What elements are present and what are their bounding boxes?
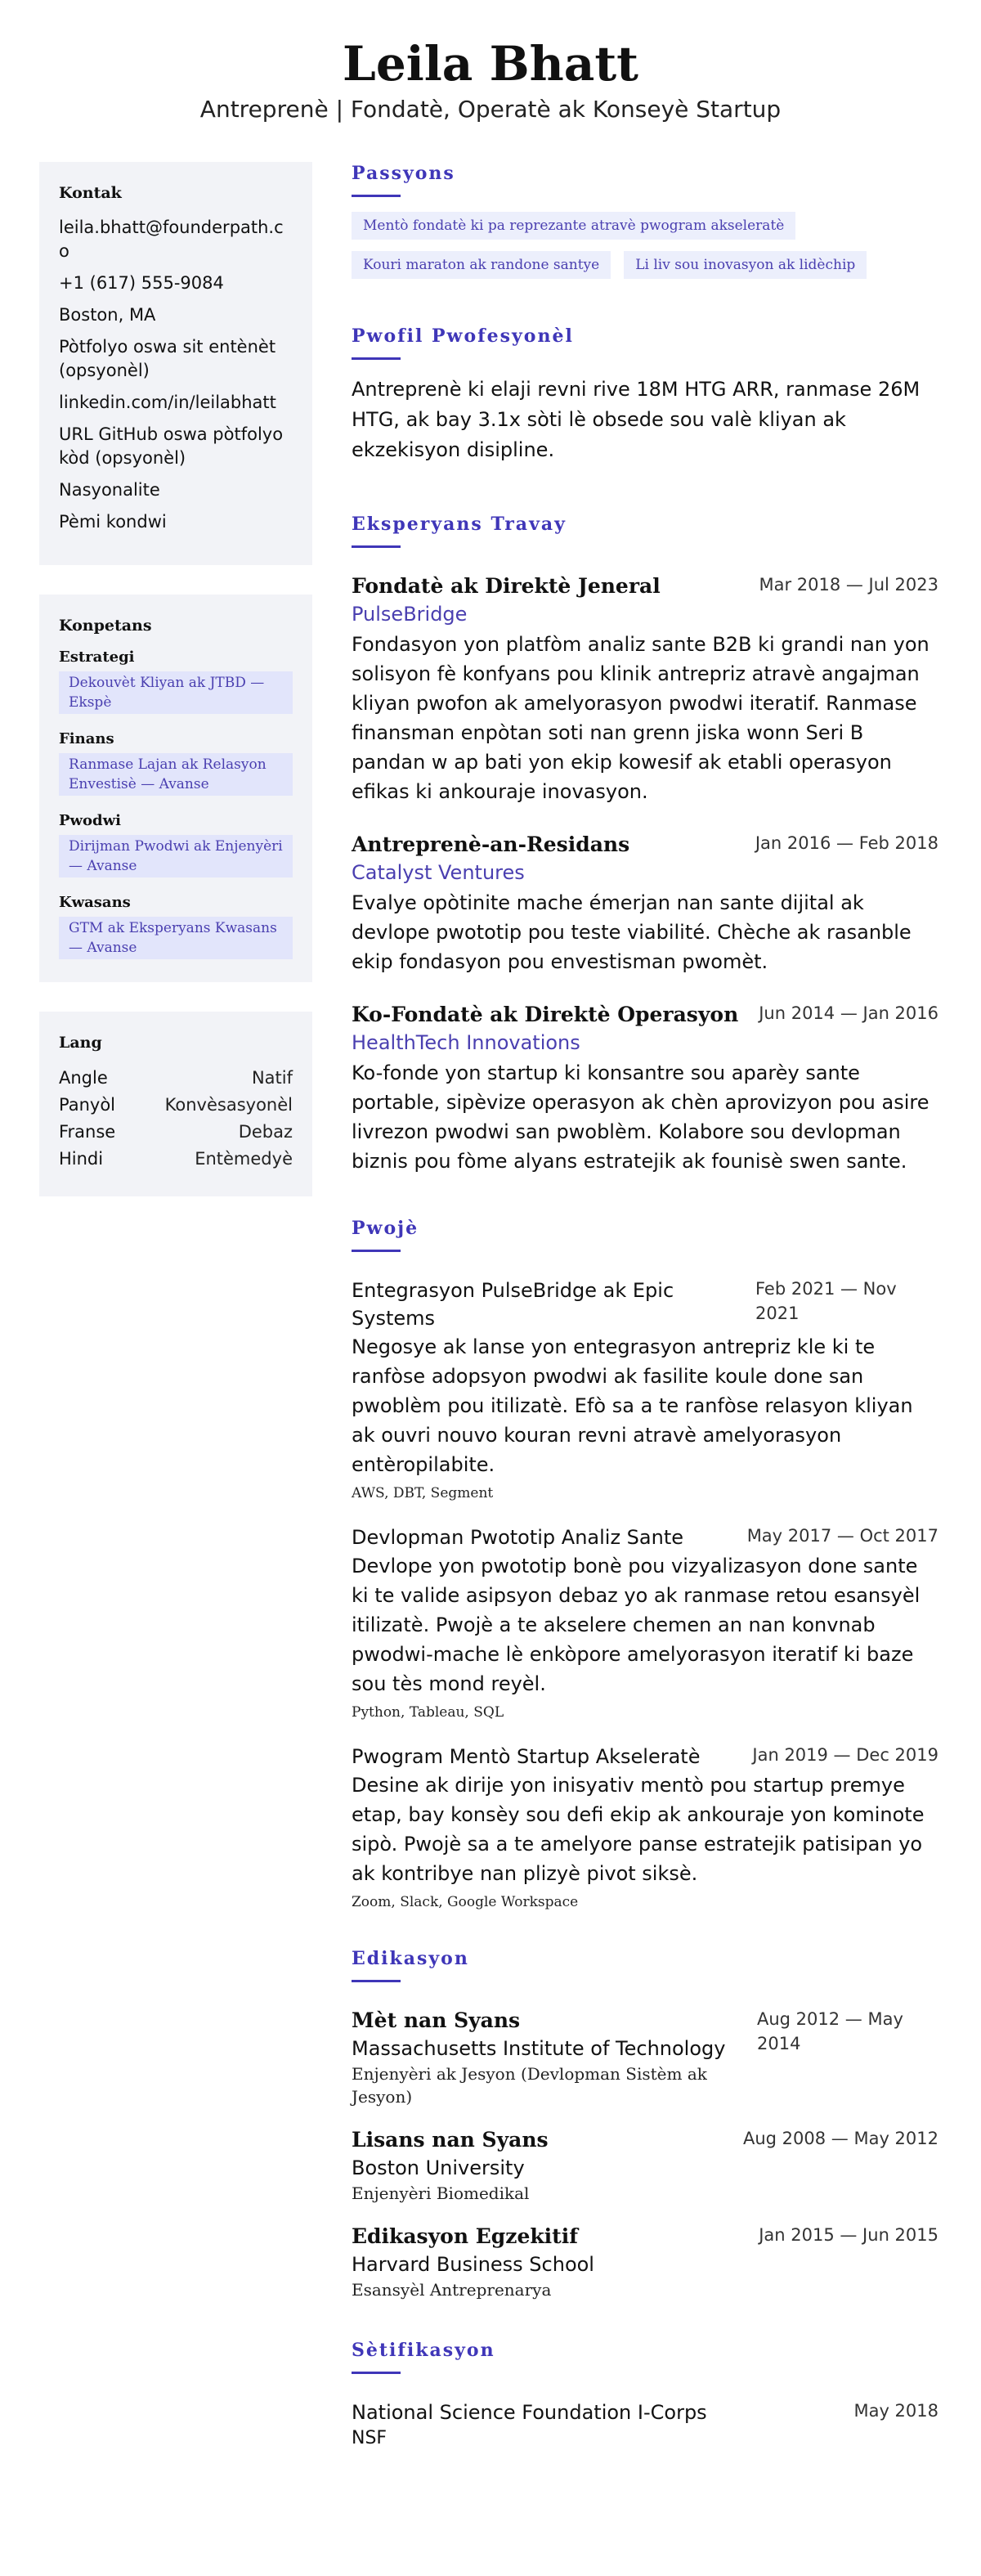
- section-rule: [352, 545, 401, 548]
- entry-header: [352, 572, 938, 600]
- project-header: [352, 1524, 938, 1551]
- project-entry: [352, 1277, 938, 1504]
- section-rule: [352, 1980, 401, 1982]
- language-row: [59, 1066, 293, 1090]
- skill-pill: GTM ak Eksperyans Kwasans — Avanse: [59, 917, 293, 959]
- skill-group: [59, 648, 293, 714]
- experience-entry: [352, 572, 938, 806]
- section-rule: [352, 195, 401, 197]
- skill-category: Finans: [59, 730, 114, 747]
- field-of-study: Esansyèl Antreprenarya: [352, 2280, 552, 2300]
- project-header: [352, 1743, 938, 1770]
- skill-group: [59, 812, 293, 877]
- contact-phone[interactable]: +1 (617) 555-9084: [59, 273, 224, 293]
- profile-section: [352, 325, 938, 465]
- school-name: Massachusetts Institute of Technology: [352, 2037, 726, 2060]
- skill-group: [59, 730, 293, 796]
- job-description: Ko-fonde yon startup ki konsantre sou aparèy sante portable, sipèvize operasyon ak chèn aprovizyon pou asire livrezon pwodwi san pwoblèm. Kolabore sou devlopman biznis pou fòme alyans estratejik ak founisè swen sante.: [352, 1061, 929, 1173]
- education-dates: Aug 2008 — May 2012: [742, 2129, 938, 2148]
- project-dates: Jan 2019 — Dec 2019: [752, 1745, 938, 1765]
- skill-category: Kwasans: [59, 894, 131, 911]
- profile-summary: Antreprenè ki elaji revni rive 18M HTG ARR, ranmase 26M HTG, ak bay 3.1x sòti lè obsede sou valè kliyan ak ekzekisyon disipline.: [352, 378, 921, 461]
- education-title: Edikasyon: [352, 1948, 469, 1969]
- skill-pill: Ranmase Lajan ak Relasyon Envestisè — Avanse: [59, 753, 293, 796]
- skill-group: [59, 894, 293, 959]
- language-name: Franse: [59, 1122, 116, 1142]
- degree-name: Mèt nan Syans: [352, 2008, 521, 2032]
- experience-entry: [352, 1001, 938, 1176]
- education-dates: Jan 2015 — Jun 2015: [759, 2225, 938, 2245]
- passions-title: Passyons: [352, 163, 455, 184]
- project-tech: Zoom, Slack, Google Workspace: [352, 1894, 579, 1910]
- contact-portfolio: Pòtfolyo oswa sit entènèt (opsyonèl): [59, 337, 276, 380]
- section-rule: [352, 1250, 401, 1252]
- passion-tag: Kouri maraton ak randone santye: [352, 251, 611, 279]
- entry-header: [352, 831, 938, 859]
- project-dates: May 2017 — Oct 2017: [746, 1526, 938, 1546]
- language-level: Entèmedyè: [195, 1149, 293, 1169]
- language-level: Debaz: [238, 1122, 293, 1142]
- project-description: Desine ak dirije yon inisyativ mentò pou startup premye etap, bay konsèy sou defi ekip ak ankouraje yon kominote sipò. Pwojè sa a te amelyore panse estratejik patisipan yo ak kontribye nan plizyè pivot siksè.: [352, 1774, 925, 1885]
- project-description: Devlope yon pwototip bonè pou vizyalizasyon done sante ki te valide asipsyon debaz yo ak ranmase retou esansyèl itilizatè. Pwojè a te akselere chemen an nan konvnab pwodwi-mache lè enkòpore amelyorasyon iteratif ki baze sou tès mond reyèl.: [352, 1555, 921, 1695]
- school-name: Harvard Business School: [352, 2253, 594, 2276]
- skill-category: Estrategi: [59, 648, 135, 666]
- education-entry: [352, 2007, 938, 2108]
- entry-header: [352, 2007, 938, 2108]
- degree-name: Lisans nan Syans: [352, 2128, 549, 2152]
- company-name: PulseBridge: [352, 603, 468, 626]
- job-title: Antreprenè-an-Residans: [352, 832, 630, 856]
- job-title: Fondatè ak Direktè Jeneral: [352, 574, 661, 598]
- education-entry: [352, 2223, 938, 2301]
- section-rule: [352, 2372, 401, 2374]
- certification-date: May 2018: [853, 2401, 938, 2421]
- project-entry: [352, 1743, 938, 1913]
- language-level: Konvèsasyonèl: [164, 1095, 293, 1115]
- skill-category: Pwodwi: [59, 812, 121, 829]
- project-name: Devlopman Pwototip Analiz Sante: [352, 1526, 684, 1549]
- languages-title: Lang: [59, 1034, 102, 1052]
- passion-tag: Mentò fondatè ki pa reprezante atravè pwogram akseleratè: [352, 212, 795, 240]
- field-of-study: Enjenyèri ak Jesyon (Devlopman Sistèm ak Jesyon): [352, 2064, 707, 2107]
- skills-card: [39, 595, 312, 982]
- job-description: Evalye opòtinite mache émerjan nan sante dijital ak devlope pwototip pou teste viabilité. Chèche ak rasanble ekip fondasyon pou envestisman pwomèt.: [352, 891, 912, 973]
- project-header: [352, 1277, 938, 1332]
- project-entry: [352, 1524, 938, 1723]
- language-row: [59, 1093, 293, 1117]
- contact-nationality: Nasyonalite: [59, 480, 160, 500]
- profile-title: Pwofil Pwofesyonèl: [352, 325, 574, 347]
- contact-github: URL GitHub oswa pòtfolyo kòd (opsyonèl): [59, 424, 284, 468]
- contact-title: Kontak: [59, 184, 122, 202]
- language-name: Angle: [59, 1068, 108, 1088]
- certifications-title: Sètifikasyon: [352, 2340, 495, 2361]
- language-row: [59, 1147, 293, 1171]
- school-name: Boston University: [352, 2156, 525, 2179]
- language-name: Hindi: [59, 1149, 104, 1169]
- language-name: Panyòl: [59, 1095, 116, 1115]
- main-content: [352, 162, 938, 2475]
- section-rule: [352, 357, 401, 360]
- company-name: HealthTech Innovations: [352, 1031, 580, 1054]
- experience-entry: [352, 831, 938, 976]
- project-tech: AWS, DBT, Segment: [352, 1485, 494, 1501]
- certifications-section: [352, 2339, 938, 2451]
- certification-issuer: NSF: [352, 2428, 387, 2448]
- sidebar: [39, 162, 312, 1226]
- language-level: Natif: [251, 1068, 293, 1088]
- contact-email[interactable]: leila.bhatt@founderpath.co: [59, 218, 284, 261]
- education-dates: Aug 2012 — May 2014: [757, 2009, 903, 2053]
- education-info: [352, 2007, 744, 2108]
- certification-entry: [352, 2399, 938, 2451]
- field-of-study: Enjenyèri Biomedikal: [352, 2183, 530, 2203]
- education-section: [352, 1947, 938, 2301]
- contact-license: Pèmi kondwi: [59, 512, 167, 532]
- passion-tags: [352, 212, 938, 279]
- entry-header: [352, 1001, 938, 1029]
- degree-name: Edikasyon Egzekitif: [352, 2224, 578, 2248]
- experience-section: [352, 513, 938, 1176]
- passions-section: [352, 162, 938, 279]
- contact-linkedin[interactable]: linkedin.com/in/leilabhatt: [59, 393, 276, 412]
- certification-header: [352, 2399, 938, 2426]
- projects-title: Pwojè: [352, 1218, 419, 1239]
- resume-header: [0, 34, 981, 124]
- skills-title: Konpetans: [59, 617, 152, 635]
- project-name: Pwogram Mentò Startup Akseleratè: [352, 1745, 701, 1768]
- skill-pill: Dekouvèt Kliyan ak JTBD — Ekspè: [59, 671, 293, 714]
- certification-name: National Science Foundation I-Corps: [352, 2401, 707, 2424]
- education-info: [352, 2223, 594, 2301]
- job-dates: Jan 2016 — Feb 2018: [755, 833, 938, 853]
- passion-tag: Li liv sou inovasyon ak lidèchip: [624, 251, 867, 279]
- candidate-name: Leila Bhatt: [343, 36, 638, 92]
- education-info: [352, 2126, 549, 2205]
- project-name: Entegrasyon PulseBridge ak Epic Systems: [352, 1279, 674, 1330]
- project-dates: Feb 2021 — Nov 2021: [755, 1279, 897, 1323]
- language-row: [59, 1120, 293, 1144]
- job-dates: Jun 2014 — Jan 2016: [759, 1003, 938, 1023]
- candidate-headline: Antreprenè | Fondatè, Operatè ak Konseyè Startup: [199, 96, 782, 123]
- company-name: Catalyst Ventures: [352, 861, 525, 884]
- job-description: Fondasyon yon platfòm analiz sante B2B ki grandi nan yon solisyon fè konfyans pou klinik antrepriz atravè angajman kliyan pwofon ak amelyorasyon pwodwi iteratif. Ranmase finansman enpòtan soti nan grenn jiska wonn Seri B pandan w ap bati yon ekip kowesif ak etabli operasyon efikas ki ankouraje inovasyon.: [352, 633, 929, 803]
- project-tech: Python, Tableau, SQL: [352, 1704, 504, 1721]
- job-dates: Mar 2018 — Jul 2023: [759, 575, 938, 595]
- entry-header: [352, 2223, 938, 2301]
- contact-card: [39, 162, 312, 565]
- entry-header: [352, 2126, 938, 2205]
- projects-section: [352, 1217, 938, 1913]
- languages-card: [39, 1012, 312, 1196]
- experience-title: Eksperyans Travay: [352, 514, 567, 535]
- contact-location: Boston, MA: [59, 305, 156, 325]
- job-title: Ko-Fondatè ak Direktè Operasyon: [352, 1003, 739, 1026]
- skill-pill: Dirijman Pwodwi ak Enjenyèri — Avanse: [59, 835, 293, 877]
- project-description: Negosye ak lanse yon entegrasyon antrepriz kle ki te ranfòse adopsyon pwodwi ak fasilite koule done san pwoblèm pou itilizatè. Efò sa a te ranfòse relasyon kliyan ak ouvri nouvo kouran revni atravè amelyorasyon entèropilabite.: [352, 1335, 913, 1476]
- education-entry: [352, 2126, 938, 2205]
